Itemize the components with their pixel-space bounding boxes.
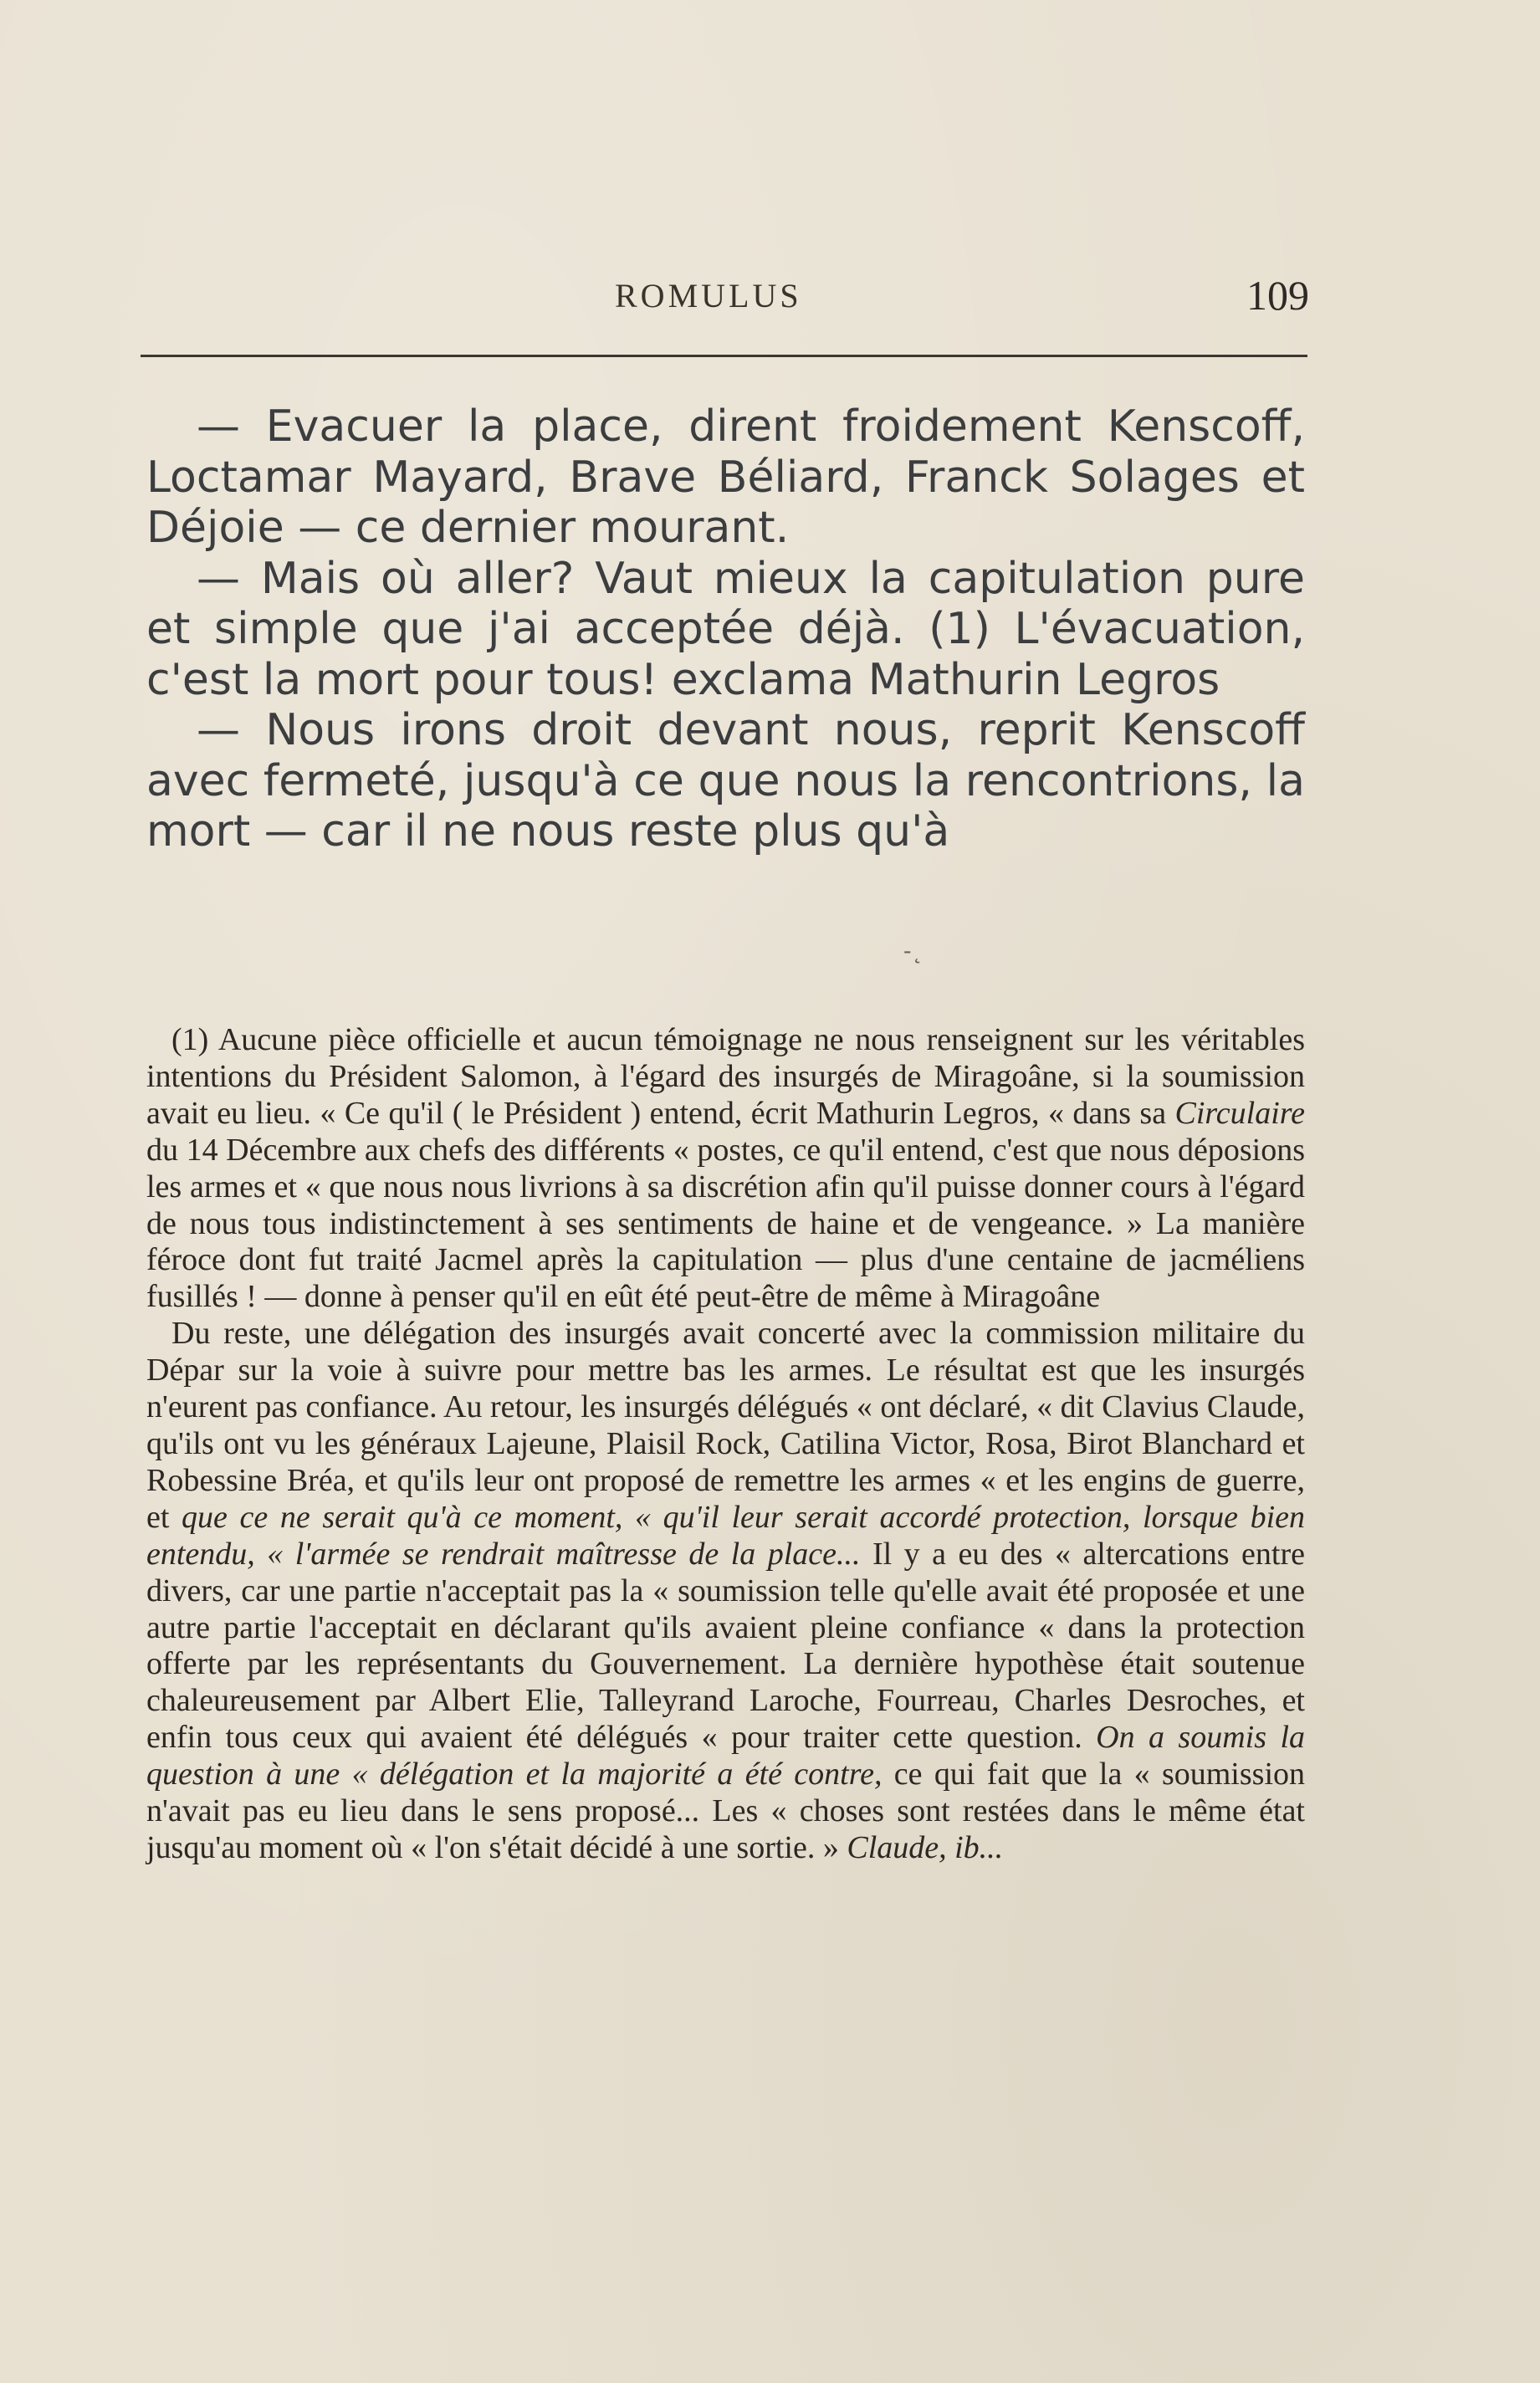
separator-mark: -˛	[903, 937, 923, 964]
footnote-italic: On a soumis la question à une « délégation et la majorité a été contre,	[146, 1720, 1305, 1792]
running-header	[146, 272, 1309, 326]
paragraph: — Evacuer la place, dirent froidement Kenscoff, Loctamar Mayard, Brave Béliard, Franck Solages et Déjoie — ce dernier mourant.	[146, 401, 1305, 553]
footnote-source: Claude, ib...	[847, 1829, 1004, 1865]
footnote-text: Il y a eu des « altercations entre divers, car une partie n'acceptait pas la « soumission telle qu'elle avait été proposée et une autre partie l'acceptait en déclarant qu'ils avaient pleine confiance « dans la protection offerte par les représentants du Gouvernement. La dernière hypothèse était soutenue chaleureusement par Albert Elie, Talleyrand Laroche, Fourreau, Charles Desroches, et enfin tous ceux qui avaient été délégués « pour traiter cette question.	[146, 1536, 1306, 1756]
footnote-text: Du reste, une délégation des insurgés avait concerté avec la commission militaire du Dépar sur la voie à suivre pour mettre bas les armes. Le résultat est que les insurgés n'eurent pas confiance. Au retour, les insurgés délégués « ont déclaré, « dit Clavius Claude, qu'ils ont vu les généraux Lajeune, Plaisil Rock, Catilina Victor, Rosa, Birot Blanchard et Robessine Bréa, et qu'ils leur ont proposé de remettre les armes « et les engins de guerre, et	[146, 1316, 1305, 1535]
footnote-2	[146, 1316, 1305, 1867]
header-rule	[141, 355, 1307, 357]
footnote-italic: que ce ne serait qu'à ce moment, « qu'il leur serait accordé protection, lorsque bien entendu, « l'armée se rendrait maîtresse de la place...	[146, 1499, 1305, 1572]
main-text	[146, 401, 1305, 857]
footnote-text: (1) Aucune pièce officielle et aucun témoignage ne nous renseignent sur les véritables intentions du Président Salomon, à l'égard des insurgés de Miragoâne, si la soumission avait eu lieu. « Ce qu'il ( le Président ) entend, écrit Mathurin Legros, « dans sa	[146, 1022, 1305, 1131]
footnote-1	[146, 1022, 1305, 1316]
footnotes	[146, 1022, 1305, 1867]
paragraph: — Nous irons droit devant nous, reprit Kenscoff avec fermeté, jusqu'à ce que nous la rencontrions, la mort — car il ne nous reste plus qu'à	[146, 705, 1305, 857]
footnote-text: ce qui fait que la « soumission n'avait pas eu lieu dans le sens proposé... Les « choses sont restées dans le même état jusqu'au moment où « l'on s'était décidé à une sortie. »	[146, 1757, 1305, 1865]
page-number: 109	[1246, 272, 1309, 319]
paragraph: — Mais où aller? Vaut mieux la capitulation pure et simple que j'ai acceptée déjà. (1) L'évacuation, c'est la mort pour tous! exclama Mathurin Legros	[146, 553, 1305, 705]
running-title: ROMULUS	[615, 277, 802, 314]
footnote-italic: Circulaire	[1174, 1095, 1305, 1131]
footnote-text: du 14 Décembre aux chefs des différents « postes, ce qu'il entend, c'est que nous déposions les armes et « que nous nous livrions à sa discrétion afin qu'il puisse donner cours à l'égard de nous tous indistinctement à ses sentiments de haine et de vengeance. » La manière féroce dont fut traité Jacmel après la capitulation — plus d'une centaine de jacméliens fusillés ! — donne à penser qu'il en eût été peut-être de même à Miragoâne	[146, 1132, 1305, 1315]
